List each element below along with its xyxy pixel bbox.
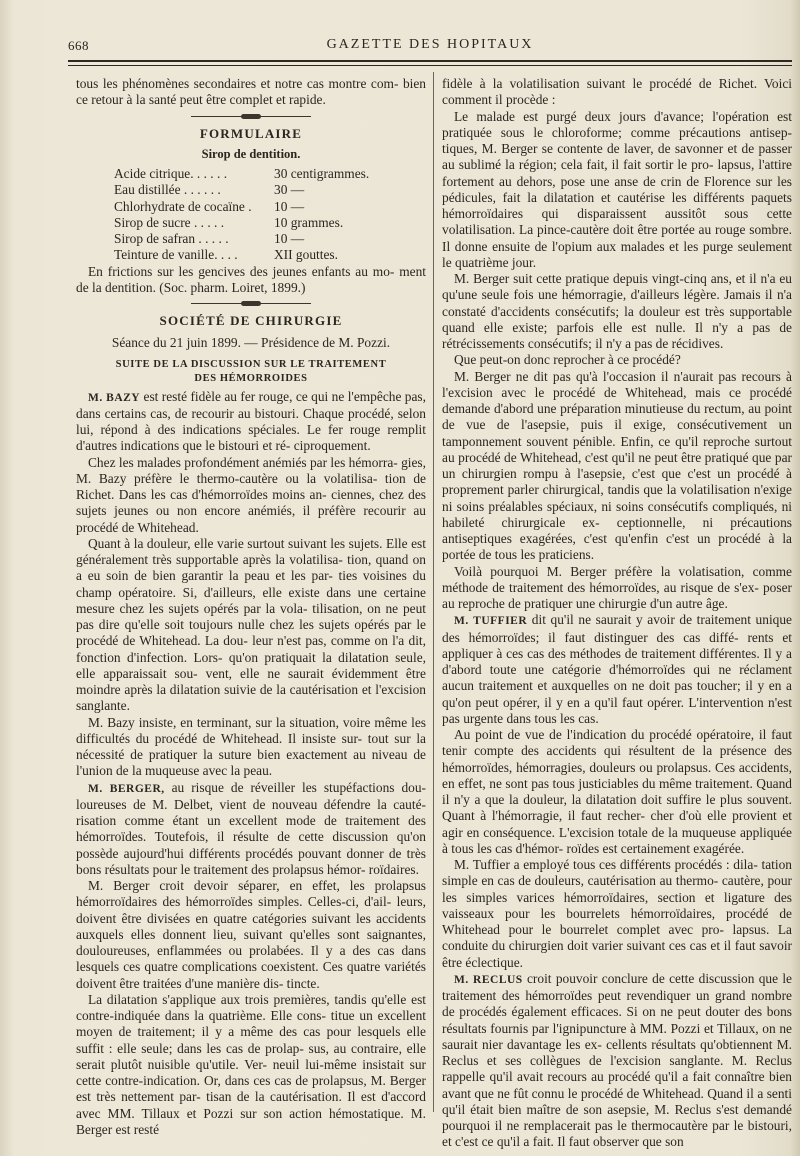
paragraph: M. Tuffier a employé tous ces différents procédés : dila- tation simple en cas de douleurs, cautérisation au thermo- cautère, pour les simples varices hémorroïdaires, section et ligature des vaisseaux pour les bourrelets hémorroïdaires, procédé de Whitehead pour le bourrelet complet avec pro- lapsus. La conduite du chirurgien doit varier suivant ces cas et il faut savoir être éclectique. xyxy=(442,857,792,970)
recipe-row xyxy=(114,199,426,215)
formulaire-title: FORMULAIRE xyxy=(199,125,303,141)
ingredient-qty: XII gouttes. xyxy=(274,247,338,263)
left-column xyxy=(76,76,426,1138)
discussion-subtitle xyxy=(76,358,426,386)
discussion-subtitle-line-2: DES HÉMORROIDES xyxy=(194,372,308,384)
paragraph: Quant à la douleur, elle varie surtout suivant les sujets. Elle est généralement très supportable après la volatilisa- tion, quand on a eu soin de bien garantir la peau et les par- ties voisines du champ opératoire. Si, d'ailleurs, elle existe dans une certaine mesure chez les sujets opérés par la vola- tilisation, on ne peut pas dire qu'elle soit toujours nulle chez les sujets opérés par le procédé de Whitehead. La dou- leur n'est pas, comme on l'a dit, fonction d'infection. Lors- qu'on pratiquait la dilatation seule, elle apparaissait sou- vent, elle ne saurait évidemment être moindre après la dilatation suivie de la cautérisation et l'excision sanglante. xyxy=(76,535,426,714)
paragraph-bazy xyxy=(76,389,426,455)
paragraph: M. Berger suit cette pratique depuis vingt-cinq ans, et il n'a eu qu'une seule fois une hémorragie, d'ailleurs légère. Jamais il n'a constaté d'accidents consécutifs; la douleur est très supportable quand elle existe; parfois elle est nulle. Il n'y a pas de rétrécissements consécutifs; il n'y a pas de récidives. xyxy=(442,271,792,351)
recipe-row xyxy=(114,231,426,247)
ingredient-qty: 10 — xyxy=(274,198,305,214)
ingredient-name: Sirop de safran . . . . . xyxy=(114,231,229,246)
ingredient-name: Chlorhydrate de cocaïne . xyxy=(114,198,252,214)
ingredient-qty: 30 centigrammes. xyxy=(274,166,370,181)
right-column xyxy=(442,76,792,1151)
ingredient-qty: 10 grammes. xyxy=(274,214,344,230)
paragraph: M. Bazy insiste, en terminant, sur la situation, voire même les difficultés du procédé de Whitehead. Il insiste sur- tout sur la nécessité de pratiquer la suture bien exactement au niveau de l'union de la muqueuse avec la peau. xyxy=(76,714,426,779)
page-header xyxy=(68,36,792,58)
ingredient-name: Eau distillée . . . . . . xyxy=(114,182,221,198)
journal-title: GAZETTE DES HOPITAUX xyxy=(326,37,534,52)
paragraph: fidèle à la volatilisation suivant le procédé de Richet. Voici comment il procède : xyxy=(442,76,792,108)
ingredient-name: Sirop de sucre . . . . . xyxy=(114,214,225,230)
ornament-divider xyxy=(191,301,311,306)
paragraph-text: est resté fidèle au fer rouge, ce qui ne l'empêche pas, dans certains cas, de recourir au bistouri. Chaque procédé, selon lui, répond à des indications spéciales. Le fer rouge remplit d'autres indications que le bistouri et ré- ciproquement. xyxy=(76,388,426,454)
page-number: 668 xyxy=(68,38,89,53)
paragraph: La dilatation s'applique aux trois premières, tandis qu'elle est contre-indiquée dans la quatrième. Elle cons- titue un excellent moyen de traitement; il y a même des cas pour lesquels elle suffit : elle seule; dans les cas de prolap- sus, au contraire, elle serait plutôt nuisible qu'utile. Ver- neuil lui-même insistait sur cette contre-indication. Or, dans ces cas de prolapsus, M. Berger est très nettement par- tisan de la cautérisation. Il est d'accord avec MM. Tillaux et Pozzi sur son action hémostatique. M. Berger est resté xyxy=(76,991,426,1137)
recipe-row xyxy=(114,215,426,231)
column-divider xyxy=(433,72,434,1112)
paragraph-text: croit pouvoir conclure de cette discussion que le traitement des hémorroïdes peut revendiquer un grand nombre de procédés également efficaces. Si on ne peut douter des bons résultats fournis par l'ignipuncture à MM. Pozzi et Tillaux, on ne saurait nier davantage les ex- cellents résultats qu'obtiennent M. Reclus et ses collègues de l'excision sanglante. M. Reclus rappelle qu'il avait recours au procédé qu'il a fait connaître bien avant que ne fût connu le procédé de Whitehead. Quand il a senti qu'il était bien maître de son asepsie, M. Reclus s'est demandé pourquoi il ne remplacerait pas le thermocautère par le bistouri, et c'est ce qu'il a fait. Il faut observer que son xyxy=(442,970,792,1150)
header-rule xyxy=(68,60,792,62)
ingredient-qty: 30 — xyxy=(274,182,305,198)
recipe-row xyxy=(114,182,426,198)
recipe-note: En frictions sur les gencives des jeunes enfants au mo- ment de la dentition. (Soc. pharm. Loiret, 1899.) xyxy=(76,263,426,295)
header-rule-thin xyxy=(68,65,792,66)
paragraph: Voilà pourquoi M. Berger préfère la volatisation, comme méthode de traitement des hémorroïdes, au risque de s'ex- poser au reproche de pratiquer une chirurgie d'un autre âge. xyxy=(442,563,792,611)
intro-paragraph: tous les phénomènes secondaires et notre cas montre com- bien ce retour à la santé peut être complet et rapide. xyxy=(76,76,426,108)
paragraph-text: au risque de réveiller les stupéfactions dou- loureuses de M. Delbet, vient de nouveau défendre la cauté- risation comme étant un excellent mode de traitement des hémorroïdes. Toutefois, il résulte de cette discussion qu'on possède aujourd'hui différents procédés pouvant donner de très bons résultats pour le traitement des prolapsus hémor- roïdaires. xyxy=(76,779,426,877)
recipe-list xyxy=(114,166,426,264)
ingredient-name: Teinture de vanille. . . . xyxy=(114,247,238,263)
paragraph-berger xyxy=(76,780,426,879)
recipe-title: Sirop de dentition. xyxy=(201,146,301,161)
speaker-name: M. BAZY xyxy=(88,391,141,404)
speaker-name: M. TUFFIER xyxy=(454,615,528,628)
recipe-row xyxy=(114,166,426,182)
paragraph: Que peut-on donc reprocher à ce procédé? xyxy=(454,352,681,368)
paragraph: M. Berger croit devoir séparer, en effet, les prolapsus hémorroïdaires des hémorroïdes simples. Celles-ci, d'ail- leurs, doivent être divisées en quatre catégories suivant les accidents auxquels elles donnent lieu, suivant qu'elles sont saignantes, douloureuses, enflammées ou prolabées. Il y a des cas dans lesquels ces quatre complications coexistent. Ces quatre variétés doivent être traitées d'une manière dis- tincte. xyxy=(76,878,426,991)
paragraph: Le malade est purgé deux jours d'avance; l'opération est pratiquée sous le chloroforme; comme précautions antisep- tiques, M. Berger se contente de laver, de savonner et de passer au sublimé la région; cela fait, il fait sortir le pro- lapsus, l'attire fortement au dehors, pose une anse de crin de Florence sur les pédicules, fait la dilatation et cautérise les différents paquets hémorroïdaires qui disparaissent aussitôt sous cette volatilisation. La pince-cautère doit être portée au rouge sombre. Il donne ensuite de l'opium aux malades et les purge seulement le quatrième jour. xyxy=(442,108,792,270)
speaker-name: M. RECLUS xyxy=(454,973,523,986)
ornament-divider xyxy=(191,114,311,119)
paragraph: Au point de vue de l'indication du procédé opératoire, il faut tenir compte des accidents qui résultent de la présence des hémorroïdes, hémorragies, douleurs ou prolapsus. Ces accidents, en effet, ne sont pas tous justiciables du même traitement. Quand il n'y a que la douleur, la dilatation doit suffire le plus souvent. Quant à l'hémorragie, il faut recher- cher d'où elle provient et agir en conséquence. L'excision totale de la muqueuse appliquée à tous les cas d'hémor- roïdes est certainement exagérée. xyxy=(442,727,792,856)
paragraph-tuffier xyxy=(442,612,792,727)
paragraph-reclus xyxy=(442,971,792,1151)
ingredient-qty: 10 — xyxy=(274,231,305,246)
societe-title: SOCIÉTÉ DE CHIRURGIE xyxy=(159,313,343,328)
paragraph: Chez les malades profondément anémiés par les hémorra- gies, M. Bazy préfère le thermo-cautère ou la volatilisa- tion de Richet. Dans les cas d'hémorroïdes moins an- ciennes, chez des sujets jeunes ou non encore anémiés, il préfère recourir au procédé de Whitehead. xyxy=(76,454,426,535)
ingredient-name: Acide citrique. . . . . . xyxy=(114,166,228,181)
seance-line: Séance du 21 juin 1899. — Présidence de M. Pozzi. xyxy=(111,335,391,351)
speaker-name: M. BERGER, xyxy=(88,782,165,795)
paragraph: M. Berger ne dit pas qu'à l'occasion il n'aurait pas recours à l'excision avec le procédé de Whitehead, mais ce procédé demande d'abord une préparation minutieuse du rectum, au point de vue de l'asepsie, puis il exige, consécutivement un tamponnement souvent pénible. Enfin, ce qu'il reproche surtout au procédé de Whitehead, c'est qu'il ne peut être pratiqué que par un chirurgien rompu à l'asepsie, c'est que c'est un procédé à proprement parler chirurgical, tandis que la volatilisation n'exige ni soins préalables spéciaux, ni soins consécutifs compliqués, ni habileté chirurgicale ex- ceptionnelle, ni précautions antiseptiques exagérées, c'est qu'enfin c'est un procédé à la portée de tous les praticiens. xyxy=(442,368,792,563)
paragraph-text: dit qu'il ne saurait y avoir de traitement unique des hémorroïdes; il faut distinguer des cas diffé- rents et appliquer à ces cas des méthodes de traitement différentes. Il y a d'abord toute une catégorie d'hémorroïdes qui ne réclament aucun traitement et auxquelles on ne doit pas toucher; il y en a qu'on peut opérer, il y en a qu'il faut opérer. L'intervention n'est pas urgente dans tous les cas. xyxy=(442,612,793,726)
recipe-row xyxy=(114,247,426,263)
discussion-subtitle-line-1: SUITE DE LA DISCUSSION SUR LE TRAITEMENT xyxy=(115,358,387,370)
